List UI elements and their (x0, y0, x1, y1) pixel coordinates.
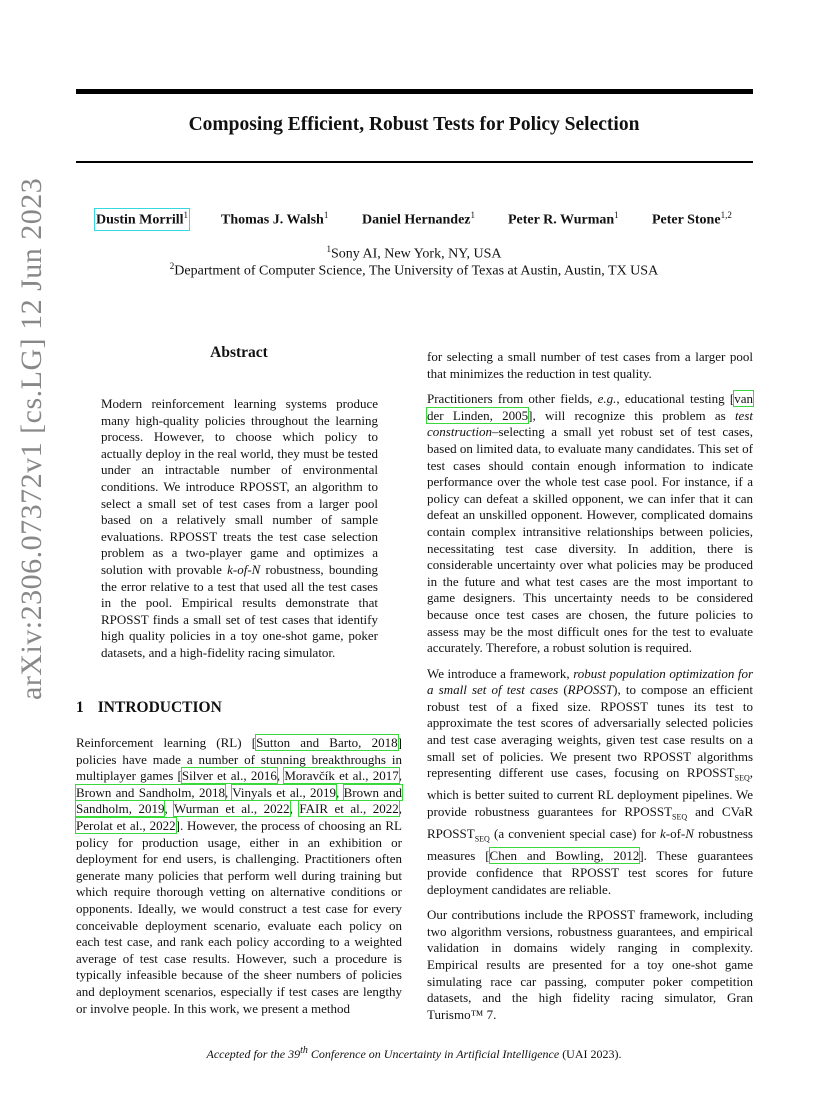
body-text: Practitioners from other fields, (427, 391, 598, 407)
affiliation-text: Sony AI, New York, NY, USA (331, 246, 502, 262)
author (508, 210, 619, 229)
footer-text: Accepted for the 39 (206, 1047, 301, 1061)
affiliation-1 (0, 244, 828, 263)
author (362, 210, 475, 229)
author-affiliation-mark: 1,2 (720, 210, 732, 220)
abstract-math: k-of-N (227, 561, 261, 577)
math: N (685, 826, 694, 842)
author-name: Peter Stone (652, 212, 721, 228)
body-text: Our contributions include the RPOSST framework, including two algorithm versions, robustness guarantees, and empirical validation in domains widely ranging in complexity. Empirical results are presented for a toy one-shot game simulating race car passing, computer poker competition datasets, and the high fidelity racing simulator, Gran Turismo™ 7. (427, 907, 753, 1022)
abstract-body (101, 396, 378, 662)
author-link[interactable] (96, 210, 188, 229)
body-text: –selecting a small yet robust set of test cases, based on limited data, to evaluate many candidates. This set of test cases should contain enough information to indicate performance over the whole test case pool. For instance, if a policy can defeat a skilled opponent, we can infer that it can defeat an unskilled opponent. However, complicated domains contain complex intransitive relationships between policies, necessitating test case diversity. In addition, there is considerable uncertainty over what policies may be produced in the future and what test cases are the most important to game designers. This uncertainty needs to be considered because once test cases are chosen, the future policies to assess may be the most difficult ones for the test to evaluate accurately. Therefore, a robust solution is required. (427, 424, 753, 656)
top-rule (76, 89, 753, 94)
body-text: ]. However, the process of choosing an RL policy for production usage, either in an exhibition or deployment for end users, is challenging. Practitioners often generate many policies that perform well during training but which require thorough vetting on alternative conditions or opponents. Ideally, we would construct a test case for every conceivable deployment scenario, evaluate each policy on each test case, and rank each policy according to a weighted average of test case results. However, such a procedure is typically infeasible because of the sheer numbers of policies and deployment scenarios, especially if test cases are lengthy or involve people. In this work, we present a method (76, 817, 402, 1016)
title-rule (76, 161, 753, 163)
author-name: Peter R. Wurman (508, 212, 615, 228)
affiliation-mark: 1 (326, 244, 331, 254)
body-text: , educational testing [ (616, 391, 735, 407)
citation-link[interactable]: Vinyals et al., 2019 (232, 784, 337, 800)
author-affiliation-mark: 1 (614, 210, 619, 220)
math: k (659, 826, 666, 842)
author-affiliation-mark: 1 (183, 210, 188, 220)
footer-sup: th (300, 1045, 308, 1056)
paper-title: Composing Efficient, Robust Tests for Policy Selection (188, 114, 640, 135)
body-text: test construction (427, 407, 753, 440)
citation-link[interactable]: Brown and Sandholm, 2018 (76, 784, 225, 800)
author-list (0, 210, 828, 230)
right-column (427, 349, 753, 1032)
citation-link[interactable]: Moravčík et al., 2017 (284, 768, 399, 784)
author-name: Daniel Hernandez (362, 212, 471, 228)
citation-link[interactable]: Wurman et al., 2022 (173, 801, 290, 817)
body-text: and CVaR RPOSST (427, 804, 753, 842)
arxiv-stamp: arXiv:2306.07372v1 [cs.LG] 12 Jun 2023 (15, 177, 48, 700)
section-heading (76, 699, 222, 717)
paragraph (427, 907, 753, 1023)
citation-link[interactable]: Silver et al., 2016 (181, 768, 277, 784)
author (221, 210, 328, 229)
affiliation-2 (0, 261, 828, 280)
abstract-heading: Abstract (210, 344, 268, 361)
body-text: We introduce a framework, (427, 665, 574, 681)
author-affiliation-mark: 1 (323, 210, 329, 220)
body-text: Reinforcement learning (RL) [ (76, 735, 257, 750)
body-text: RPOSST (567, 682, 614, 698)
author-affiliation-mark: 1 (470, 210, 475, 220)
body-text: ]. These guarantees provide confidence that RPOSST test scores for future deployment candidates are reliable. (427, 848, 754, 897)
body-text: , which is better suited to current RL deployment pipelines. We provide robustness guarantees for RPOSST (427, 765, 753, 820)
body-text: e.g. (597, 391, 617, 407)
intro-body: Reinforcement learning (RL) [Sutton and Barto, 2018] policies have made a number of stunning breakthroughs in multiplayer games [Silver et al., 2016, Moravčík et al., 2017, Brown and Sandholm, 2018, Vinyals et al., 2019, Brown and Sandholm, 2019, Wurman et al., 2022, FAIR et al., 2022, Perolat et al., 2022]. However, the process of choosing an RL policy for production usage, either in an exhibition or deployment for end users, is challenging. Practitioners often generate many policies that perform well during training but which require thorough vetting on alternative conditions or opponents. Ideally, we would construct a test case for every conceivable deployment scenario, evaluate each policy on each test case, and rank each policy according to a weighted average of test case results. However, such a procedure is typically infeasible because of the sheer numbers of policies and deployment scenarios, especially if test cases are lengthy or involve people. In this work, we present a method (76, 735, 403, 1016)
citation-link[interactable]: Chen and Bowling, 2012 (489, 848, 640, 864)
footer-text: Conference on Uncertainty in Artificial Intelligence (307, 1047, 560, 1061)
subscript: SEQ (474, 834, 490, 844)
abstract-text: Modern reinforcement learning systems produce many high-quality policies throughout the learning process. However, to choose which policy to actually deploy in the real world, they must be tested under an intractable number of environmental conditions. We introduce RPOSST, an algorithm to select a small set of test cases from a larger pool based on a relatively small number of sample evaluations. RPOSST treats the test case selection problem as a two-player game and optimizes a solution with provable (101, 396, 378, 577)
body-text: , to compose an efficient robust test of a fixed size. RPOSST tunes its test to approximate the test scores of adversarially selected policies and test case averaging weights, given test case results on a small set of policies. We present two RPOSST algorithms representing different use cases, focusing on RPOSST (427, 682, 753, 781)
subscript: SEQ (734, 773, 750, 783)
citation-link[interactable]: FAIR et al., 2022 (299, 801, 399, 817)
affiliation-mark: 2 (169, 261, 175, 271)
body-text: ] policies have made a number of stunning breakthroughs in multiplayer games [ (76, 735, 403, 784)
citation-link[interactable]: Sutton and Barto, 2018 (256, 735, 398, 750)
body-text: robust population optimization for a small set of test cases (427, 665, 754, 698)
body-text: -of- (665, 826, 686, 842)
abstract-text: robustness, bounding the error relative to a test that used all the test cases in the pool. Empirical results demonstrate that RPOSST finds a small set of test cases that identify high quality policies in a toy one-shot game, poker datasets, and a high-fidelity racing simulator. (101, 561, 378, 660)
paragraph (427, 349, 753, 382)
citation-link[interactable]: Brown and Sandholm, 2019 (76, 784, 402, 817)
citation-link[interactable]: Perolat et al., 2022 (76, 817, 176, 833)
footer-note (0, 1045, 828, 1062)
paragraph: We introduce a framework, robust population optimization for a small set of test cases (RPOSST), to compose an efficient robust test of a fixed size. RPOSST tunes its test to approximate the test scores of adversarially selected policies and test case averaging weights, given test case results on a small set of policies. We present two RPOSST algorithms representing different use cases, focusing on $RPOSST_{SEQ}$, which is better suited to current RL deployment pipelines. We provide robustness guarantees for $RPOSST_{SEQ}$ and CVaR $RPOSST_{SEQ}$ (a convenient special case) for k-of-N robustness measures [Chen and Bowling, 2012]. These guarantees provide confidence that RPOSST test scores for future deployment candidates are reliable. (427, 665, 754, 897)
paragraph (427, 391, 753, 657)
author-name: Dustin Morrill (96, 212, 184, 228)
citation-link[interactable]: van der Linden, 2005 (427, 391, 753, 423)
affiliation-text: Department of Computer Science, The University of Texas at Austin, Austin, TX USA (174, 263, 659, 279)
body-text: (a convenient special case) for (489, 826, 660, 842)
section-title: INTRODUCTION (97, 699, 222, 716)
author (652, 210, 732, 229)
author-name: Thomas J. Walsh (221, 212, 324, 228)
body-text: robustness measures [ (427, 826, 753, 864)
section-number: 1 (76, 699, 84, 716)
footer-text: (UAI 2023). (559, 1047, 622, 1061)
body-text: for selecting a small number of test cases from a larger pool that minimizes the reduction in test quality. (427, 349, 753, 381)
body-text: ], will recognize this problem as (528, 407, 735, 423)
subscript: SEQ (672, 812, 688, 822)
